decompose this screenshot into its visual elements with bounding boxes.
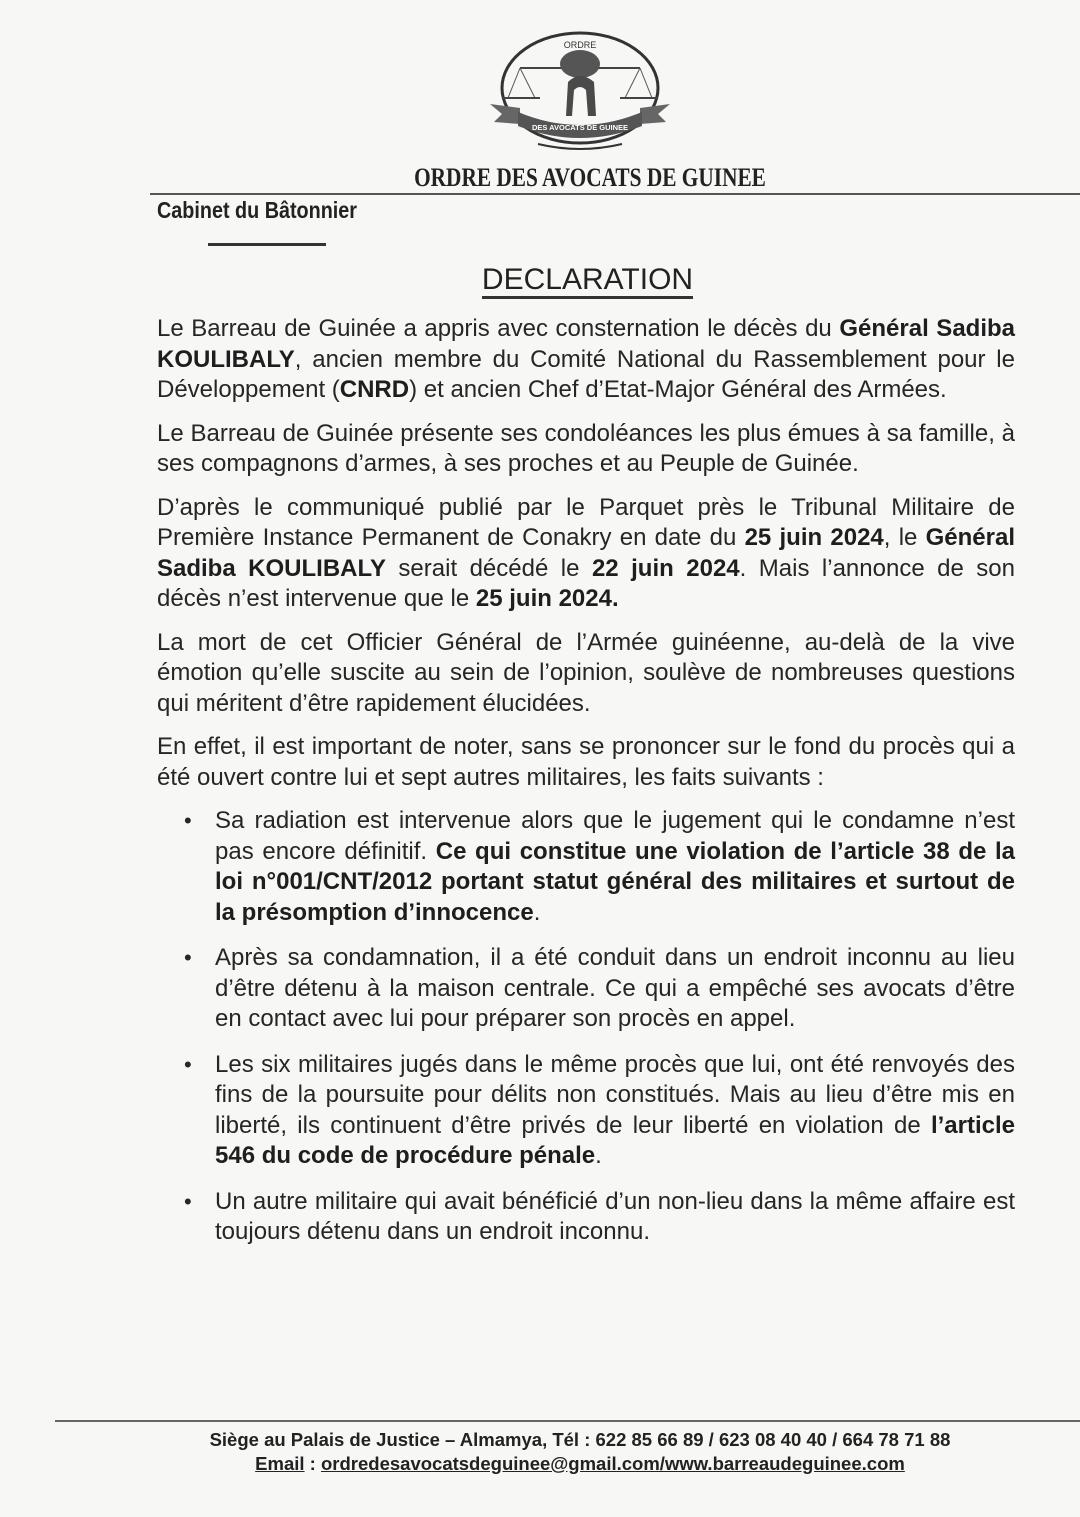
text-segment: La mort de cet Officier Général de l’Armée guinéenne, au-delà de la vive émotion qu’elle suscite au sein de l’opinion, soulève de nombreuses questions qui méritent d’être rapidement élucidées. <box>157 628 1015 717</box>
bold-text: l’article 546 du code de procédure pénale <box>215 1111 1015 1169</box>
email-website-link[interactable]: ordredesavocatsdeguinee@gmail.com/www.barreaudeguinee.com <box>320 1453 905 1474</box>
text-segment: Après sa condamnation, il a été conduit dans un endroit inconnu au lieu d’être détenu à la maison centrale. Ce qui a empêché ses avocats d’être en contact avec lui pour préparer son procès en appel. <box>215 944 1015 1032</box>
paragraph-5 <box>157 732 1015 793</box>
footer-divider <box>55 1420 1080 1422</box>
bar-association-emblem-icon <box>480 26 680 156</box>
paragraph-2 <box>157 419 1015 480</box>
list-item <box>157 806 1015 928</box>
text-segment: . Mais l’annonce de son décès n’est intervenue que le <box>157 554 1016 612</box>
paragraph-1 <box>157 314 1015 406</box>
footer <box>0 1428 1080 1476</box>
email-label: Email <box>255 1453 305 1474</box>
email-separator: : <box>304 1453 321 1474</box>
paragraph-4 <box>157 628 1015 720</box>
document-body <box>157 314 1015 1263</box>
text-segment: Le Barreau de Guinée présente ses condoléances les plus émues à sa famille, à ses compagnons d’armes, à ses proches et au Peuple de Guinée. <box>157 419 1015 477</box>
svg-text:ORDRE: ORDRE <box>563 40 597 50</box>
bold-text: CNRD <box>339 376 410 403</box>
bold-text: 25 juin 2024 <box>744 524 884 551</box>
bold-text: Général Sadiba KOULIBALY <box>157 315 1015 373</box>
office-name: Cabinet du Bâtonnier <box>157 197 358 223</box>
text-segment: D’après le communiqué publié par le Parquet près le Tribunal Militaire de Première Instance Permanent de Conakry en date du <box>157 493 1015 551</box>
office-underline <box>208 243 326 246</box>
facts-list <box>157 806 1015 1248</box>
list-item <box>157 1050 1015 1172</box>
text-segment: Les six militaires jugés dans le même procès que lui, ont été renvoyés des fins de la poursuite pour délits non constitués. Mais au lieu d’être mis en liberté, ils continuent d’être privés de leur liberté en violation de <box>215 1050 1015 1139</box>
bold-text: 25 juin 2024. <box>475 585 619 612</box>
bold-text: Ce qui constitue une violation de l’article 38 de la loi n°001/CNT/2012 portant statut général des militaires et surtout de la présomption d’innocence <box>215 837 1016 926</box>
text-segment: Un autre militaire qui avait bénéficié d’un non-lieu dans la même affaire est toujours détenu dans un endroit inconnu. <box>215 1187 1015 1245</box>
text-segment: Le Barreau de Guinée a appris avec consternation le décès du <box>157 315 840 342</box>
organization-name: ORDRE DES AVOCATS DE GUINEE <box>414 163 766 192</box>
bold-text: 22 juin 2024 <box>591 554 740 582</box>
footer-address: Siège au Palais de Justice – Almamya, Tél : 622 85 66 89 / 623 08 40 40 / 664 78 71 88 <box>209 1429 951 1450</box>
text-segment: Sa radiation est intervenue alors que le jugement qui le condamne n’est pas encore définitif. <box>215 807 1015 865</box>
text-segment: . <box>533 898 541 926</box>
text-segment: ) et ancien Chef d’Etat-Major Général des Armées. <box>409 376 947 403</box>
text-segment: En effet, il est important de noter, sans se prononcer sur le fond du procès qui a été ouvert contre lui et sept autres militaires, les faits suivants : <box>157 733 1015 791</box>
list-item <box>157 1187 1015 1248</box>
svg-text:DES AVOCATS DE GUINEE: DES AVOCATS DE GUINEE <box>531 123 629 132</box>
paragraphs <box>157 314 1015 793</box>
list-item <box>157 943 1015 1035</box>
text-segment: . <box>595 1142 602 1169</box>
document-title: DECLARATION <box>0 263 1080 297</box>
text-segment: , ancien membre du Comité National du Rassemblement pour le Développement ( <box>157 345 1015 403</box>
header-divider <box>150 193 1080 195</box>
text-segment: , le <box>883 524 926 551</box>
footer-contact <box>0 1452 1080 1476</box>
bold-text: Général Sadiba KOULIBALY <box>157 524 1015 582</box>
paragraph-3 <box>157 493 1015 615</box>
text-segment: serait décédé le <box>385 554 592 582</box>
